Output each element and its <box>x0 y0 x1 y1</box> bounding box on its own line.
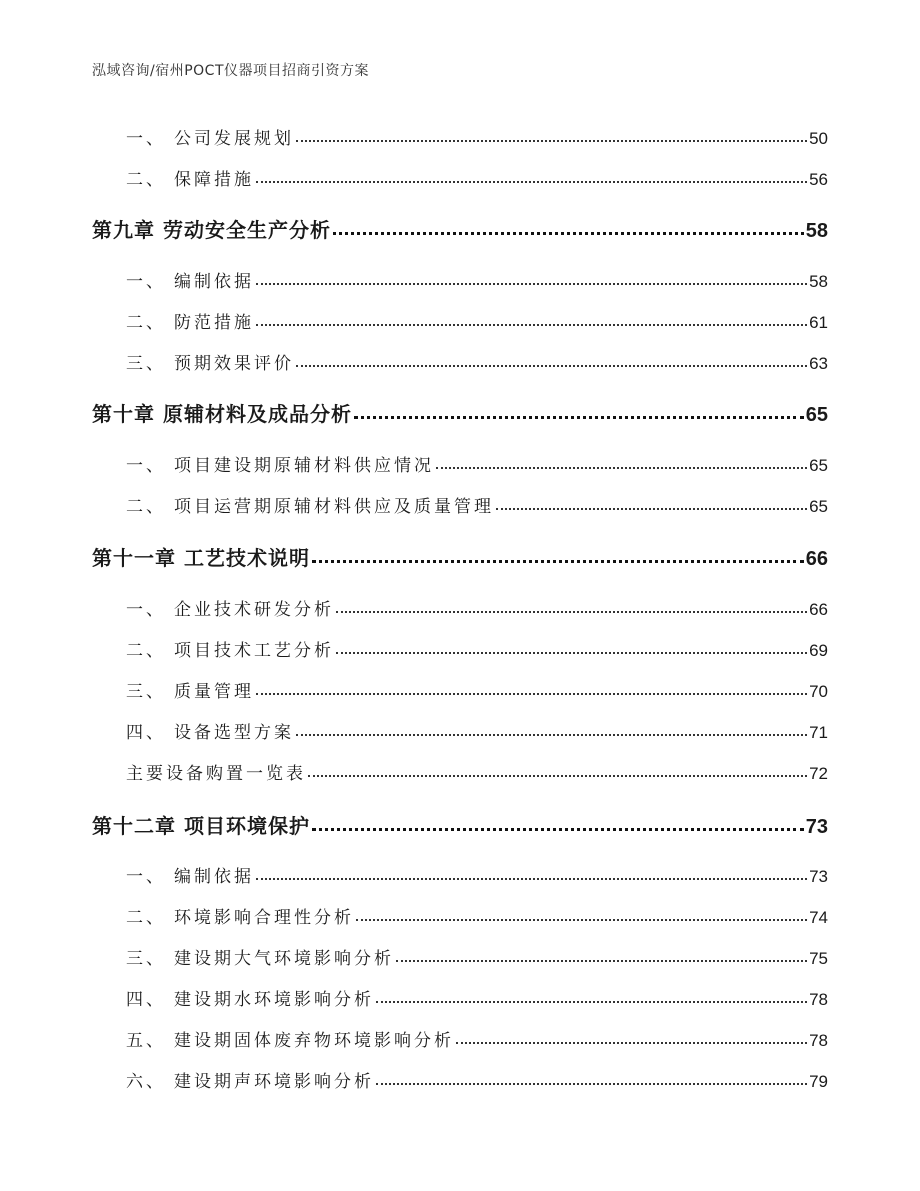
toc-entry[interactable] <box>126 1067 828 1092</box>
toc-entry-title: 建设期水环境影响分析 <box>174 990 374 1010</box>
toc-entry-page: 56 <box>809 170 828 189</box>
toc-entry-number: 四、 <box>126 723 166 743</box>
toc-entry[interactable] <box>126 595 828 620</box>
toc-chapter-title: 第十二章 项目环境保护 <box>92 814 310 838</box>
toc-leader-dots <box>376 988 807 1005</box>
toc-chapter[interactable] <box>92 398 828 427</box>
toc-entry-title: 设备选型方案 <box>174 723 294 743</box>
toc-entry-page: 50 <box>809 129 828 148</box>
toc-entry-page: 58 <box>809 272 828 291</box>
toc-entry-title: 项目建设期原辅材料供应情况 <box>174 456 434 476</box>
toc-entry-title: 环境影响合理性分析 <box>174 908 354 928</box>
toc-entry[interactable] <box>126 267 828 292</box>
toc-leader-dots <box>256 680 807 697</box>
toc-entry-page: 69 <box>809 641 828 660</box>
toc-entry-page: 79 <box>809 1072 828 1091</box>
toc-entry-page: 78 <box>809 990 828 1009</box>
toc-entry[interactable] <box>126 718 828 743</box>
toc-chapter[interactable] <box>92 810 828 839</box>
toc-entry-page: 63 <box>809 354 828 373</box>
toc-chapter-title: 第九章 劳动安全生产分析 <box>92 218 331 242</box>
toc-chapter[interactable] <box>92 214 828 243</box>
toc-entry-title: 防范措施 <box>174 313 254 333</box>
toc-entry-title: 公司发展规划 <box>174 129 294 149</box>
toc-entry-page: 75 <box>809 949 828 968</box>
toc-leader-dots <box>296 721 807 738</box>
toc-entry-number: 一、 <box>126 867 166 887</box>
toc-leader-dots <box>496 495 807 512</box>
toc-entry[interactable] <box>126 165 828 190</box>
toc-entry[interactable] <box>126 677 828 702</box>
toc-leader-dots <box>436 454 807 471</box>
toc-entry-number: 五、 <box>126 1031 166 1051</box>
toc-entry[interactable] <box>126 636 828 661</box>
toc-entry-title: 项目运营期原辅材料供应及质量管理 <box>174 497 494 517</box>
toc-entry-page: 66 <box>809 600 828 619</box>
toc-entry-number: 三、 <box>126 682 166 702</box>
toc-entry-title: 项目技术工艺分析 <box>174 641 334 661</box>
toc-entry-number: 六、 <box>126 1072 166 1092</box>
toc-entry-title: 编制依据 <box>174 867 254 887</box>
toc-entry-page: 71 <box>809 723 828 742</box>
toc-chapter-page: 65 <box>805 404 828 426</box>
toc-entry-page: 70 <box>809 682 828 701</box>
toc-entry-number: 二、 <box>126 908 166 928</box>
toc-entry-number: 一、 <box>126 456 166 476</box>
toc-chapter-title: 第十章 原辅材料及成品分析 <box>92 402 352 426</box>
toc-chapter-title: 第十一章 工艺技术说明 <box>92 546 310 570</box>
toc-leader-dots <box>256 168 807 185</box>
toc-entry-title: 建设期固体废弃物环境影响分析 <box>174 1031 454 1051</box>
toc-leader-dots <box>256 865 807 882</box>
toc-chapter-page: 73 <box>805 816 828 838</box>
toc-entry[interactable] <box>126 308 828 333</box>
toc-entry[interactable] <box>126 492 828 517</box>
toc-entry[interactable] <box>126 862 828 887</box>
toc-entry[interactable] <box>126 124 828 149</box>
toc-entry-title: 建设期声环境影响分析 <box>174 1072 374 1092</box>
toc-leader-dots <box>333 217 804 237</box>
toc-entry-page: 72 <box>809 764 828 783</box>
toc-leader-dots <box>308 762 807 779</box>
toc-leader-dots <box>356 906 807 923</box>
toc-chapter-page: 66 <box>805 548 828 570</box>
toc-entry-title: 企业技术研发分析 <box>174 600 334 620</box>
toc-leader-dots <box>376 1070 807 1087</box>
toc-entry-number: 四、 <box>126 990 166 1010</box>
toc-entry-title: 预期效果评价 <box>174 354 294 374</box>
toc-leader-dots <box>312 813 804 833</box>
toc-leader-dots <box>336 598 807 615</box>
toc-entry-number: 一、 <box>126 129 166 149</box>
toc-leader-dots <box>296 127 807 144</box>
toc-entry-number: 二、 <box>126 313 166 333</box>
toc-entry-title: 编制依据 <box>174 272 254 292</box>
toc-entry[interactable] <box>126 451 828 476</box>
toc-entry[interactable] <box>126 759 828 784</box>
toc-leader-dots <box>296 352 807 369</box>
toc-entry[interactable] <box>126 944 828 969</box>
toc-entry-title: 保障措施 <box>174 170 254 190</box>
toc-entry-page: 73 <box>809 867 828 886</box>
toc-entry-page: 78 <box>809 1031 828 1050</box>
toc-entry-number: 三、 <box>126 354 166 374</box>
toc-entry-title: 建设期大气环境影响分析 <box>174 949 394 969</box>
toc-leader-dots <box>312 545 804 565</box>
toc-entry-number: 二、 <box>126 170 166 190</box>
toc-entry-page: 65 <box>809 497 828 516</box>
toc-entry[interactable] <box>126 903 828 928</box>
toc-chapter[interactable] <box>92 542 828 571</box>
toc-leader-dots <box>256 311 807 328</box>
toc-chapter-page: 58 <box>805 220 828 242</box>
toc-leader-dots <box>336 639 807 656</box>
page-header: 泓域咨询/宿州POCT仪器项目招商引资方案 <box>92 63 370 79</box>
toc-entry-page: 61 <box>809 313 828 332</box>
toc-entry[interactable] <box>126 985 828 1010</box>
toc-entry[interactable] <box>126 1026 828 1051</box>
toc-leader-dots <box>456 1029 807 1046</box>
toc-entry-title: 质量管理 <box>174 682 254 702</box>
toc-entry-number: 三、 <box>126 949 166 969</box>
toc-entry-number: 一、 <box>126 272 166 292</box>
toc-entry-title: 主要设备购置一览表 <box>126 764 306 784</box>
toc-leader-dots <box>396 947 807 964</box>
toc-leader-dots <box>354 401 804 421</box>
toc-entry-number: 二、 <box>126 497 166 517</box>
toc-entry[interactable] <box>126 349 828 374</box>
toc-entry-page: 74 <box>809 908 828 927</box>
toc-entry-number: 一、 <box>126 600 166 620</box>
toc-entry-number: 二、 <box>126 641 166 661</box>
toc-leader-dots <box>256 270 807 287</box>
toc-entry-page: 65 <box>809 456 828 475</box>
